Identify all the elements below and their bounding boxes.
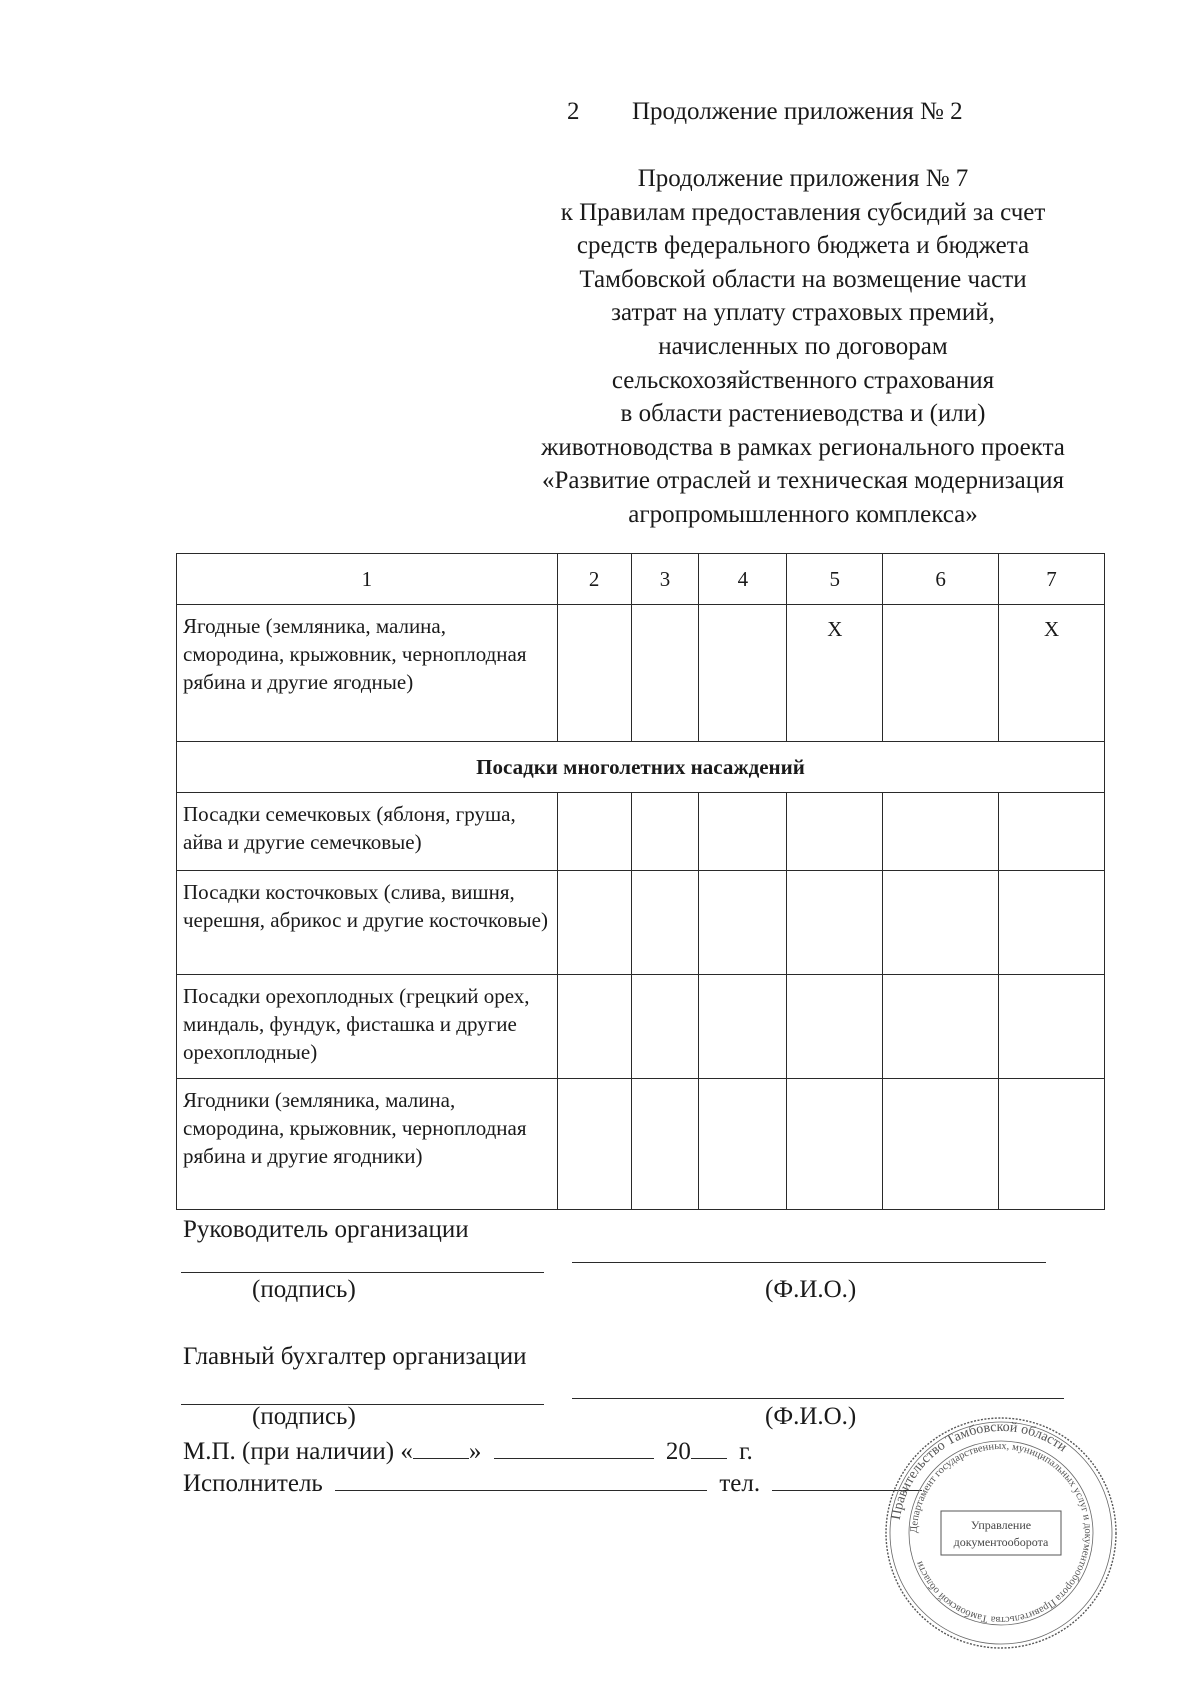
table-cell: [699, 793, 787, 871]
page-header: [567, 98, 963, 126]
table-cell: [557, 1079, 631, 1210]
row-label: Посадки семечковых (яблоня, груша, айва и другие семечковые): [177, 793, 558, 871]
executor-line: [183, 1468, 922, 1498]
row-label: Посадки косточковых (слива, вишня, черешня, абрикос и другие косточковые): [177, 871, 558, 975]
table-cell: [699, 871, 787, 975]
row-label: Ягодники (земляника, малина, смородина, крыжовник, черноплодная рябина и другие ягодники): [177, 1079, 558, 1210]
stamp-middle-text: Департамент государственных, муниципальных услуг и документооборота Правительства Тамбовской области: [908, 1440, 1094, 1626]
table-cell: [631, 605, 699, 742]
table-cell: [999, 1079, 1105, 1210]
table-cell: [999, 793, 1105, 871]
annex-line: животноводства в рамках регионального проекта: [541, 433, 1065, 461]
accountant-signature-line: [181, 1404, 544, 1405]
table-cell: [631, 871, 699, 975]
name-caption: (Ф.И.О.): [765, 1276, 857, 1303]
table-cell: [787, 871, 883, 975]
table-cell: [883, 793, 999, 871]
table-cell: [883, 871, 999, 975]
annex-line: средств федерального бюджета и бюджета: [576, 232, 1030, 260]
table-cell: [557, 605, 631, 742]
table-row: [177, 871, 1105, 975]
table-cell: [631, 793, 699, 871]
annex-line: в области растениеводства и (или): [620, 400, 986, 428]
stamp-center-line1: Управление: [970, 1518, 1032, 1532]
annex-line: сельскохозяйственного страхования: [611, 366, 995, 394]
table-cell: [557, 975, 631, 1079]
annex-line: Продолжение приложения № 7: [637, 165, 969, 192]
head-title: Руководитель организации: [183, 1216, 469, 1243]
stamp-outer-text: Правительство Тамбовской области: [888, 1419, 1070, 1521]
official-stamp: [882, 1414, 1120, 1652]
seal-label: М.П. (при наличии) «: [183, 1438, 413, 1465]
phone-label: тел.: [719, 1470, 761, 1497]
table-cell: [999, 975, 1105, 1079]
name-caption: (Ф.И.О.): [765, 1403, 857, 1430]
annex-line: Тамбовской области на возмещение части: [579, 265, 1027, 293]
seal-date-line: [183, 1436, 753, 1466]
year-blank: [691, 1436, 727, 1459]
table-cell: [999, 871, 1105, 975]
subsidy-table: [176, 553, 1105, 1210]
table-cell: [883, 605, 999, 742]
not-applicable-mark: Х: [787, 605, 883, 742]
table-row: [177, 1079, 1105, 1210]
table-cell: [699, 1079, 787, 1210]
day-blank: [413, 1436, 469, 1459]
table-cell: [631, 975, 699, 1079]
annex-reference: [498, 162, 1108, 532]
annex-line: затрат на уплату страховых премий,: [611, 299, 995, 327]
table-cell: [557, 793, 631, 871]
page-number: 2: [567, 98, 580, 125]
month-blank: [494, 1436, 654, 1459]
column-number: 4: [699, 554, 787, 605]
accountant-title: Главный бухгалтер организации: [183, 1343, 527, 1370]
table-cell: [699, 605, 787, 742]
head-name-line: [572, 1262, 1046, 1263]
year-prefix: 20: [665, 1438, 691, 1465]
section-header-row: [177, 742, 1105, 793]
annex-line: «Развитие отраслей и техническая модернизация: [542, 467, 1064, 495]
table-row: [177, 793, 1105, 871]
column-number: 5: [787, 554, 883, 605]
quote-close: »: [468, 1438, 482, 1465]
table-cell: [883, 975, 999, 1079]
section-title: Посадки многолетних насаждений: [177, 742, 1105, 793]
executor-blank: [335, 1468, 707, 1491]
table-cell: [787, 1079, 883, 1210]
accountant-name-line: [572, 1398, 1064, 1399]
column-number: 6: [883, 554, 999, 605]
signature-caption: (подпись): [252, 1403, 356, 1430]
table-cell: [883, 1079, 999, 1210]
not-applicable-mark: Х: [999, 605, 1105, 742]
table-cell: [699, 975, 787, 1079]
annex-line: агропромышленного комплекса»: [628, 500, 978, 528]
head-signature-line: [181, 1272, 544, 1273]
column-number: 3: [631, 554, 699, 605]
annex-line: начисленных по договорам: [658, 332, 948, 360]
column-number: 1: [177, 554, 558, 605]
row-label: Ягодные (земляника, малина, смородина, крыжовник, черноплодная рябина и другие ягодные): [177, 605, 558, 742]
column-number: 7: [999, 554, 1105, 605]
year-suffix: г.: [739, 1438, 753, 1465]
table-cell: [631, 1079, 699, 1210]
annex-line: к Правилам предоставления субсидий за счет: [560, 198, 1046, 226]
table-cell: [787, 975, 883, 1079]
table-row: [177, 605, 1105, 742]
table-header-row: [177, 554, 1105, 605]
column-number: 2: [557, 554, 631, 605]
row-label: Посадки орехоплодных (грецкий орех, миндаль, фундук, фисташка и другие орехоплодные): [177, 975, 558, 1079]
executor-label: Исполнитель: [183, 1470, 323, 1497]
table-cell: [557, 871, 631, 975]
continuation-title: Продолжение приложения № 2: [632, 98, 963, 125]
stamp-center-line2: документооборота: [953, 1535, 1049, 1549]
signature-caption: (подпись): [252, 1276, 356, 1303]
table-cell: [787, 793, 883, 871]
table-row: [177, 975, 1105, 1079]
